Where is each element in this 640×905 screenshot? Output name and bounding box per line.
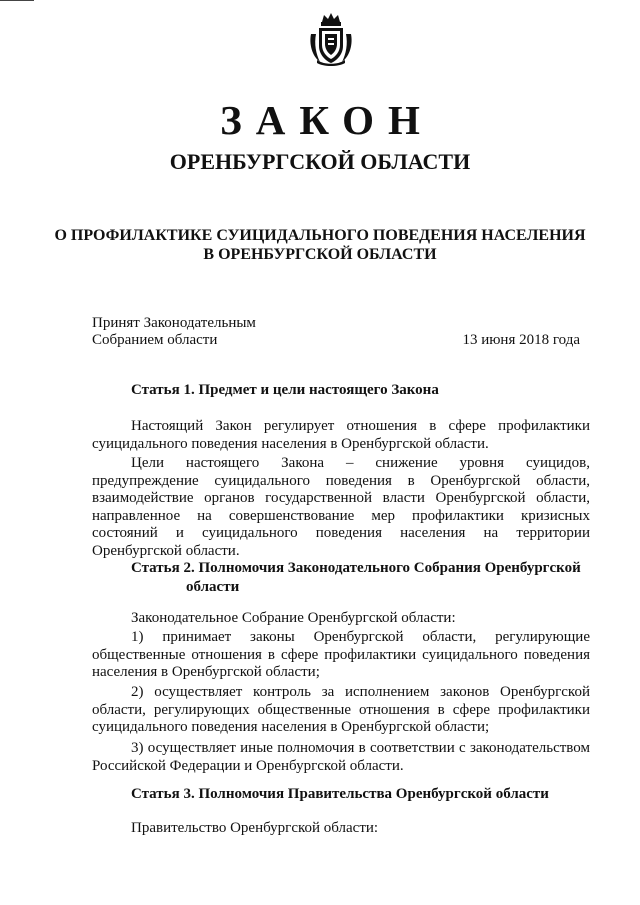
- article-2-heading-line-2: области: [186, 579, 240, 595]
- law-subject: [0, 226, 640, 264]
- region-title: ОРЕНБУРГСКОЙ ОБЛАСТИ: [169, 149, 471, 174]
- article-2-heading: [131, 559, 581, 597]
- adoption-date: 13 июня 2018 года: [462, 332, 580, 348]
- adoption-line-2: Собранием области: [92, 332, 218, 348]
- adoption-line-1: Принят Законодательным: [92, 315, 256, 331]
- law-title: ЗАКОН: [220, 97, 434, 143]
- top-scan-line: [0, 0, 34, 1]
- article-2-heading-line-1: Статья 2. Полномочия Законодательного Собрания Оренбургской: [131, 560, 581, 576]
- article-1-heading: Статья 1. Предмет и цели настоящего Закона: [131, 382, 439, 398]
- article-2-paragraph-3: 2) осуществляет контроль за исполнением законов Оренбургской области, регулирующих общественные отношения в сфере профилактики суицидального поведения населения в Оренбургской области;: [92, 684, 590, 736]
- article-2-paragraph-1: Законодательное Собрание Оренбургской области:: [131, 610, 456, 626]
- adoption-note: [92, 315, 256, 349]
- article-3-paragraph-1: Правительство Оренбургской области:: [131, 820, 379, 836]
- article-2-paragraph-2: 1) принимает законы Оренбургской области, регулирующие общественные отношения в сфере профилактики суицидального поведения населения в Оренбургской области;: [92, 629, 590, 681]
- article-1-paragraph-1: Настоящий Закон регулирует отношения в сфере профилактики суицидального поведения населения в Оренбургской области.: [92, 418, 590, 452]
- coat-of-arms-icon: [308, 12, 354, 66]
- article-3-heading: Статья 3. Полномочия Правительства Оренбургской области: [131, 786, 549, 802]
- article-2-paragraph-4: 3) осуществляет иные полномочия в соответствии с законодательством Российской Федерации и Оренбургской области.: [92, 740, 590, 774]
- article-1-paragraph-2: Цели настоящего Закона – снижение уровня суицидов, предупреждение суицидального поведения в Оренбургской области, взаимодействие органов государственной власти Оренбургской области, направленное на совершенствование мер профилактики кризисных состояний и суицидального поведения населения на территории Оренбургской области.: [92, 455, 590, 559]
- law-subject-line-1: О ПРОФИЛАКТИКЕ СУИЦИДАЛЬНОГО ПОВЕДЕНИЯ НАСЕЛЕНИЯ: [54, 227, 586, 244]
- law-subject-line-2: В ОРЕНБУРГСКОЙ ОБЛАСТИ: [203, 246, 437, 263]
